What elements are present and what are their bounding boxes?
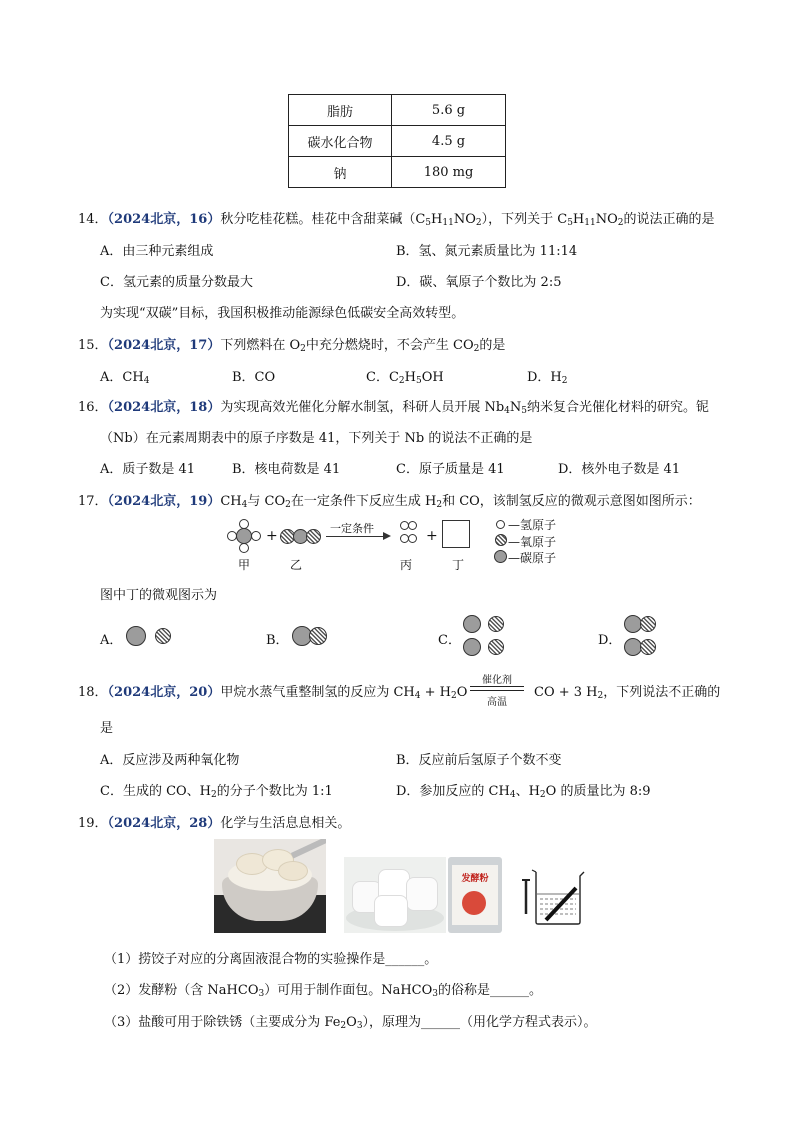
- option-c: C．$C_2H_5OH$: [366, 370, 444, 386]
- sub-question-1: （1）捞饺子对应的分离固液混合物的实验操作是______。: [104, 952, 438, 967]
- hydrogen-atom: [251, 531, 261, 541]
- option-d: D．: [598, 633, 622, 648]
- equation-bar: [470, 686, 524, 687]
- option-d: D．$H_2$: [527, 370, 568, 386]
- carbon-atom: [126, 626, 146, 646]
- oxygen-atom: [309, 627, 327, 645]
- oxygen-atom: [306, 529, 321, 544]
- plus-sign: +: [426, 528, 438, 544]
- beaker-diagram: [520, 866, 590, 930]
- nutrient-value: 180 mg: [392, 157, 506, 188]
- reaction-condition-bottom: 高温: [487, 697, 507, 708]
- option-a: A．: [100, 633, 123, 648]
- question-source: （2024北京，19）: [107, 494, 221, 509]
- carbon-legend-icon: [494, 550, 507, 563]
- question-18-stem-right: CO + 3 $H_2$，下列说法不正确的: [534, 685, 721, 701]
- beaker-svg: [520, 866, 590, 930]
- unknown-product-box: [442, 520, 470, 548]
- arrow-head-icon: [383, 532, 391, 540]
- question-source: （2024北京，18）: [107, 400, 221, 415]
- question-19-stem: 19．（2024北京，28）化学与生活息息相关。: [78, 816, 351, 831]
- hydrogen-legend-icon: [496, 520, 505, 529]
- reaction-condition: 一定条件: [330, 522, 374, 535]
- hydrogen-atom: [239, 519, 249, 529]
- table-row: [289, 157, 506, 188]
- nutrient-value: 4.5 g: [392, 126, 506, 157]
- option-a: A．$CH_4$: [100, 370, 150, 386]
- option-b: B．反应前后氢原子个数不变: [396, 753, 562, 768]
- question-18-stem: 18．（2024北京，20）甲烷水蒸气重整制氢的反应为 $CH_4 + H_2O$: [78, 685, 468, 701]
- question-14-stem: 14．（2024北京，16）秋分吃桂花糕。桂花中含甜菜碱$(C_5H_{11}NO_2)$，下列关于 $C_5H_{11}NO_2$的说法正确的是: [78, 212, 715, 228]
- label-bing: 丙: [400, 558, 413, 572]
- baking-powder-packet-photo: [448, 857, 502, 933]
- hydrogen-atom: [239, 543, 249, 553]
- oxygen-atom: [155, 628, 171, 644]
- hydrogen-atom: [408, 521, 417, 530]
- option-c: C．氢元素的质量分数最大: [100, 275, 253, 290]
- nutrient-value: 5.6 g: [392, 95, 506, 126]
- carbon-atom: [463, 615, 481, 633]
- carbon-atom: [463, 638, 481, 656]
- option-c: C．生成的 CO、$H_2$的分子个数比为 1:1: [100, 784, 333, 800]
- packet-text: 发酵粉: [461, 874, 489, 884]
- question-17-stem: 17．（2024北京，$19)CH_4$与 $CO_2$在一定条件下反应生成 $H_2$和 CO，该制氢反应的微观示意图如图所示：: [78, 494, 701, 510]
- option-b: B．氢、氮元素质量比为 11:14: [396, 244, 578, 259]
- reaction-diagram: [226, 518, 586, 576]
- nutrient-name: 碳水化合物: [289, 126, 392, 157]
- option-a: A．反应涉及两种氧化物: [100, 753, 240, 768]
- question-source: （2024北京，28）: [107, 816, 221, 831]
- bun-shape: [374, 895, 408, 927]
- legend-carbon: —碳原子: [508, 551, 557, 565]
- oxygen-legend-icon: [495, 534, 507, 546]
- question-source: （2024北京，16）: [107, 212, 221, 227]
- oxygen-atom: [640, 639, 656, 655]
- legend-hydrogen: —氢原子: [508, 518, 557, 532]
- option-d: D．核外电子数是 41: [558, 462, 681, 477]
- option-b: B．CO: [232, 370, 276, 385]
- plus-sign: +: [266, 528, 278, 544]
- option-b: B．核电荷数是 41: [232, 462, 341, 477]
- oxygen-atom: [488, 616, 504, 632]
- nutrient-name: 脂肪: [289, 95, 392, 126]
- option-b: B．: [266, 633, 289, 648]
- steamed-buns-photo: [344, 857, 446, 933]
- nutrient-name: 钠: [289, 157, 392, 188]
- oxygen-atom: [488, 639, 504, 655]
- option-c: C．: [438, 633, 461, 648]
- dumpling-shape: [278, 861, 308, 881]
- label-yi: 乙: [290, 558, 303, 572]
- equation-bar: [470, 690, 524, 691]
- ladle-handle-shape: [291, 839, 326, 858]
- table-row: [289, 126, 506, 157]
- intro-text: 为实现“双碳”目标，我国积极推动能源绿色低碳安全高效转型。: [100, 306, 465, 321]
- reaction-arrow: [326, 536, 388, 537]
- question-source: （2024北京，20）: [107, 685, 221, 700]
- question-source: （2024北京，17）: [107, 338, 221, 353]
- question-17-prompt: 图中丁的微观图示为: [100, 588, 218, 603]
- hydrogen-atom: [227, 531, 237, 541]
- carbon-atom: [236, 528, 252, 544]
- question-16-stem: 16．（2024北京，18）为实现高效光催化分解水制氢，科研人员开展 $Nb_4N_5$纳米复合光催化材料的研究。铌: [78, 400, 710, 416]
- question-16-stem-line2: （Nb）在元素周期表中的原子序数是 41，下列关于 Nb 的说法不正确的是: [100, 431, 533, 446]
- nutrition-table: [288, 94, 506, 188]
- sub-question-3: （3）盐酸可用于除铁锈（主要成分为 $Fe_2O_3$），原理为______（用化学方程式表示）。: [104, 1015, 597, 1031]
- table-row: [289, 95, 506, 126]
- option-a: A．质子数是 41: [100, 462, 196, 477]
- option-a: A．由三种元素组成: [100, 244, 214, 259]
- question-18-stem-line2: 是: [100, 721, 114, 736]
- option-d: D．碳、氧原子个数比为 2:5: [396, 275, 562, 290]
- dumplings-photo: [214, 839, 326, 933]
- legend-oxygen: —氧原子: [508, 535, 557, 549]
- label-ding: 丁: [452, 558, 465, 572]
- label-jia: 甲: [238, 558, 251, 572]
- oxygen-atom: [640, 616, 656, 632]
- hydrogen-atom: [408, 534, 417, 543]
- sub-question-2: （2）发酵粉（含 NaHCO$_3$）可用于制作面包。NaHCO$_3$的俗称是______。: [104, 983, 543, 999]
- reaction-condition-top: 催化剂: [482, 675, 512, 686]
- question-15-stem: 15．（2024北京，17）下列燃料在 $O_2$中充分燃烧时，不会产生 $CO_2$的是: [78, 338, 506, 354]
- option-c: C．原子质量是 41: [396, 462, 505, 477]
- packet-logo-shape: [462, 891, 486, 915]
- option-d: D．参加反应的 $CH_4$、$H_2O$ 的质量比为 8:9: [396, 784, 651, 800]
- bun-shape: [406, 877, 438, 911]
